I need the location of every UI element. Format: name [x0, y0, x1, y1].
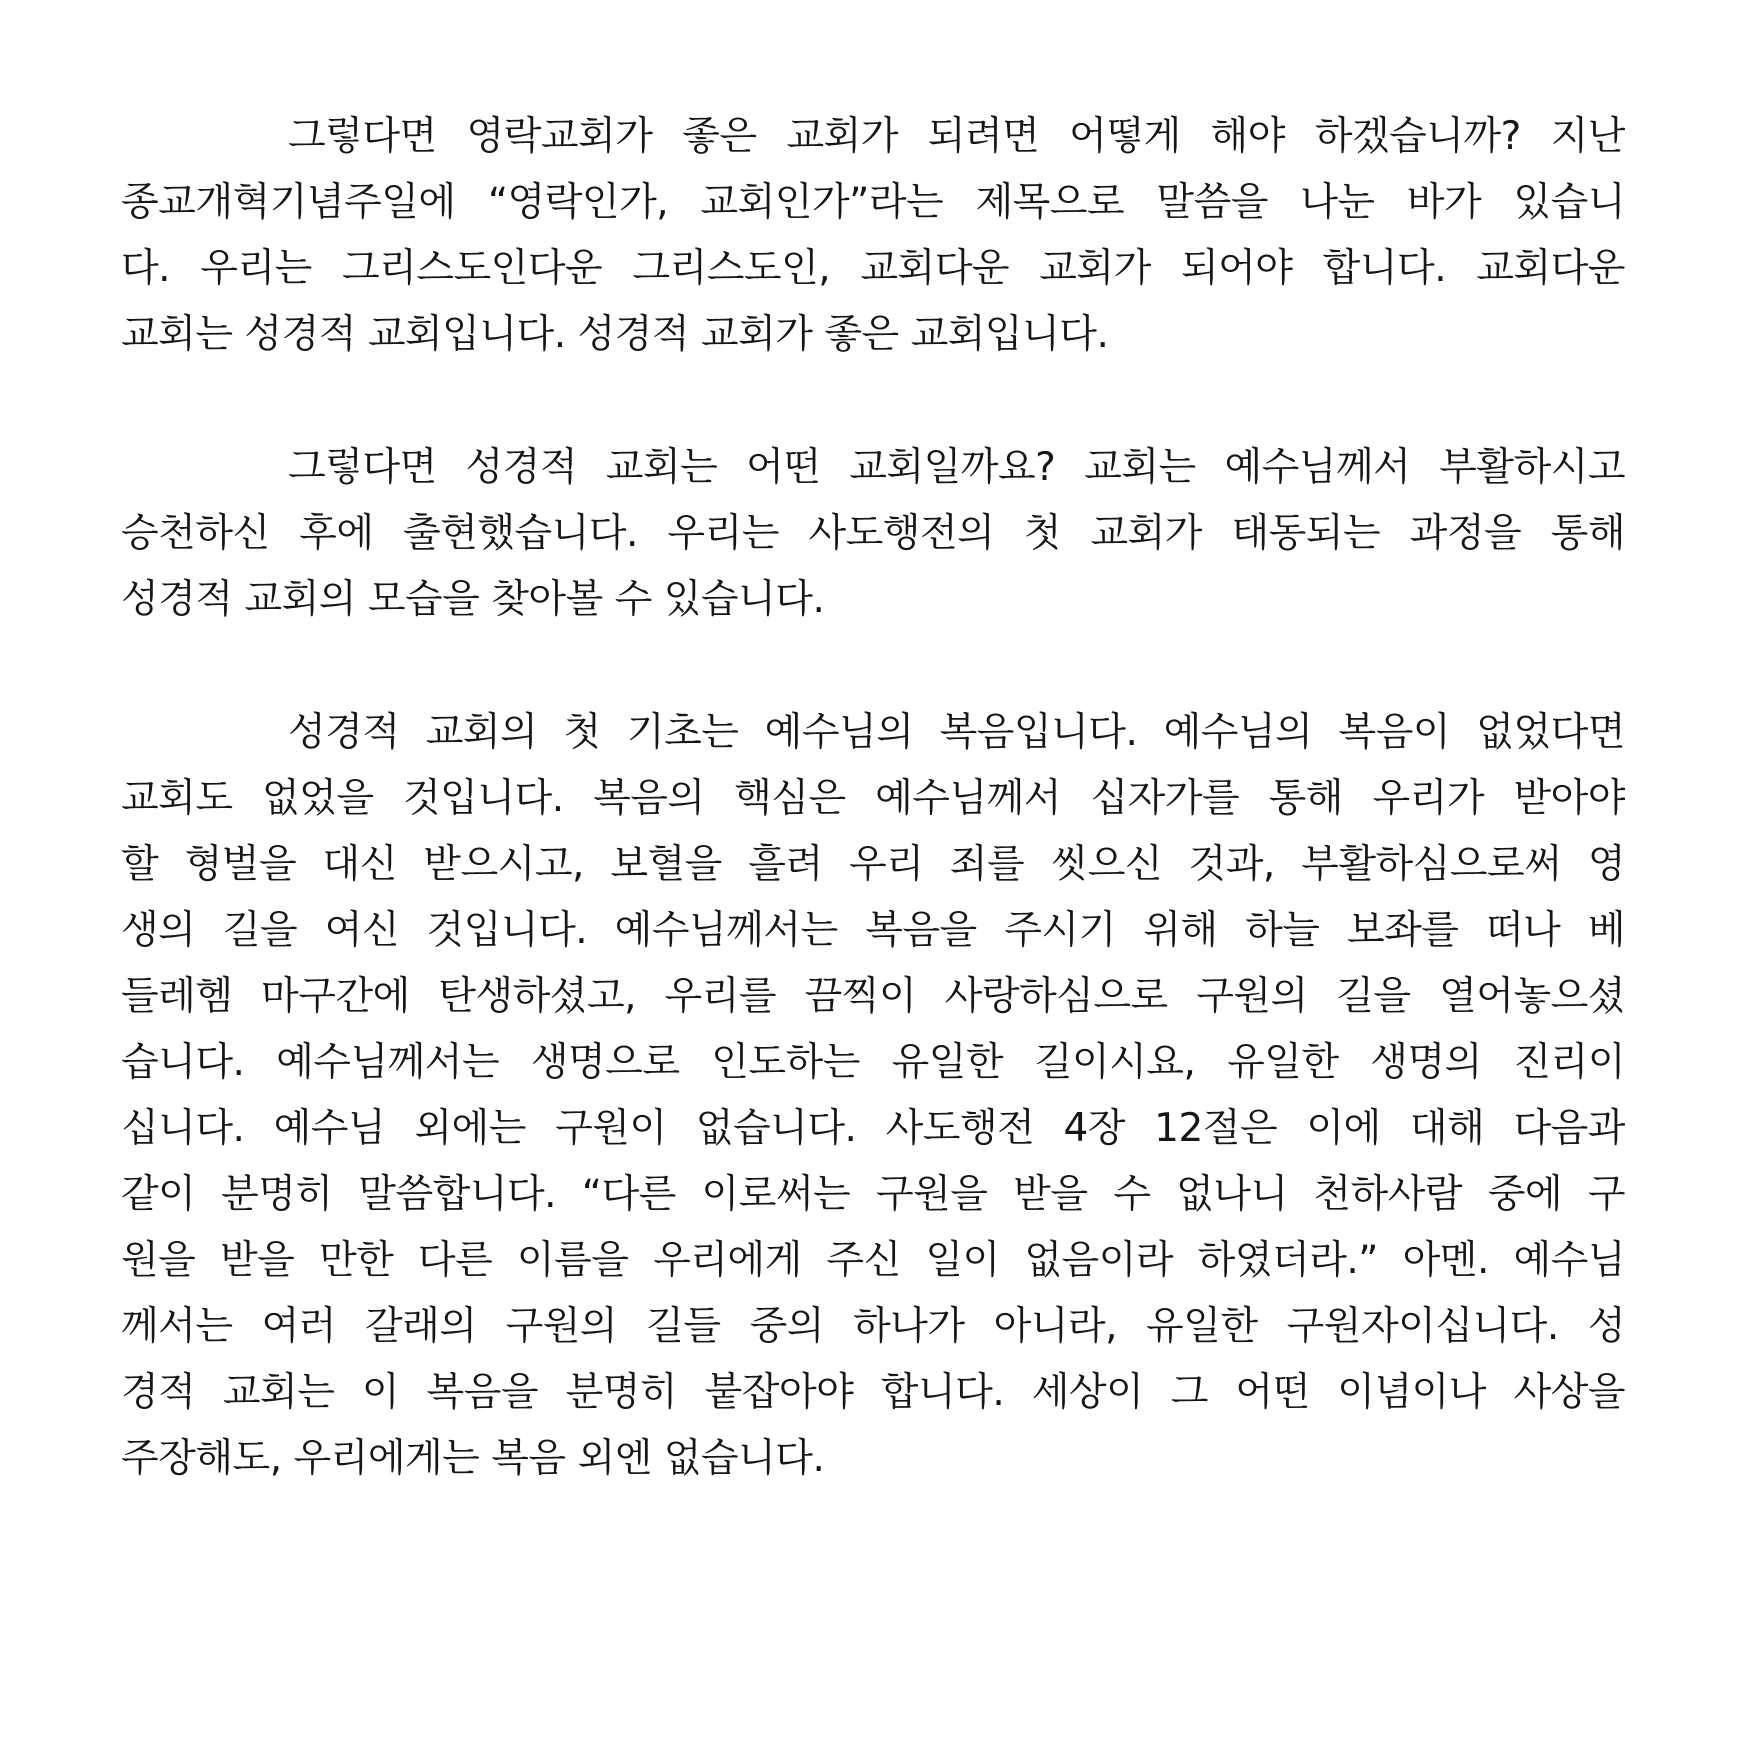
paragraph-1: [121, 104, 1625, 368]
text-line: 습니다. 예수님께서는 생명으로 인도하는 유일한 길이시요, 유일한 생명의 진리이: [121, 1040, 1625, 1085]
text-line: 께서는 여러 갈래의 구원의 길들 중의 하나가 아니라, 유일한 구원자이십니다. 성: [121, 1304, 1625, 1349]
text-line: 주장해도, 우리에게는 복음 외엔 없습니다.: [121, 1436, 825, 1481]
text-line: 그렇다면 성경적 교회는 어떤 교회일까요? 교회는 예수님께서 부활하시고: [288, 445, 1625, 490]
text-line: 같이 분명히 말씀합니다. “다른 이로써는 구원을 받을 수 없나니 천하사람 중에 구: [121, 1172, 1625, 1217]
text-line: 들레헴 마구간에 탄생하셨고, 우리를 끔찍이 사랑하심으로 구원의 길을 열어놓으셨: [121, 974, 1625, 1019]
text-line: 성경적 교회의 첫 기초는 예수님의 복음입니다. 예수님의 복음이 없었다면: [288, 710, 1625, 755]
text-line: 그렇다면 영락교회가 좋은 교회가 되려면 어떻게 해야 하겠습니까? 지난: [288, 114, 1625, 159]
paragraph-2: [121, 435, 1625, 633]
text-line: 승천하신 후에 출현했습니다. 우리는 사도행전의 첫 교회가 태동되는 과정을 통해: [121, 511, 1625, 556]
text-line: 교회는 성경적 교회입니다. 성경적 교회가 좋은 교회입니다.: [121, 312, 1109, 357]
text-line: 생의 길을 여신 것입니다. 예수님께서는 복음을 주시기 위해 하늘 보좌를 떠나 베: [121, 908, 1625, 953]
paragraph-3: [121, 700, 1625, 1492]
text-column: [121, 104, 1625, 1492]
text-line: 원을 받을 만한 다른 이름을 우리에게 주신 일이 없음이라 하였더라.” 아멘. 예수님: [121, 1238, 1625, 1283]
text-line: 십니다. 예수님 외에는 구원이 없습니다. 사도행전 4장 12절은 이에 대해 다음과: [121, 1106, 1625, 1151]
text-line: 할 형벌을 대신 받으시고, 보혈을 흘려 우리 죄를 씻으신 것과, 부활하심으로써 영: [121, 842, 1625, 887]
text-line: 종교개혁기념주일에 “영락인가, 교회인가”라는 제목으로 말씀을 나눈 바가 있습니: [121, 180, 1625, 225]
text-line: 교회도 없었을 것입니다. 복음의 핵심은 예수님께서 십자가를 통해 우리가 받아야: [121, 776, 1625, 821]
text-line: 경적 교회는 이 복음을 분명히 붙잡아야 합니다. 세상이 그 어떤 이념이나 사상을: [121, 1370, 1625, 1415]
text-line: 성경적 교회의 모습을 찾아볼 수 있습니다.: [121, 577, 825, 622]
text-line: 다. 우리는 그리스도인다운 그리스도인, 교회다운 교회가 되어야 합니다. 교회다운: [121, 246, 1625, 291]
